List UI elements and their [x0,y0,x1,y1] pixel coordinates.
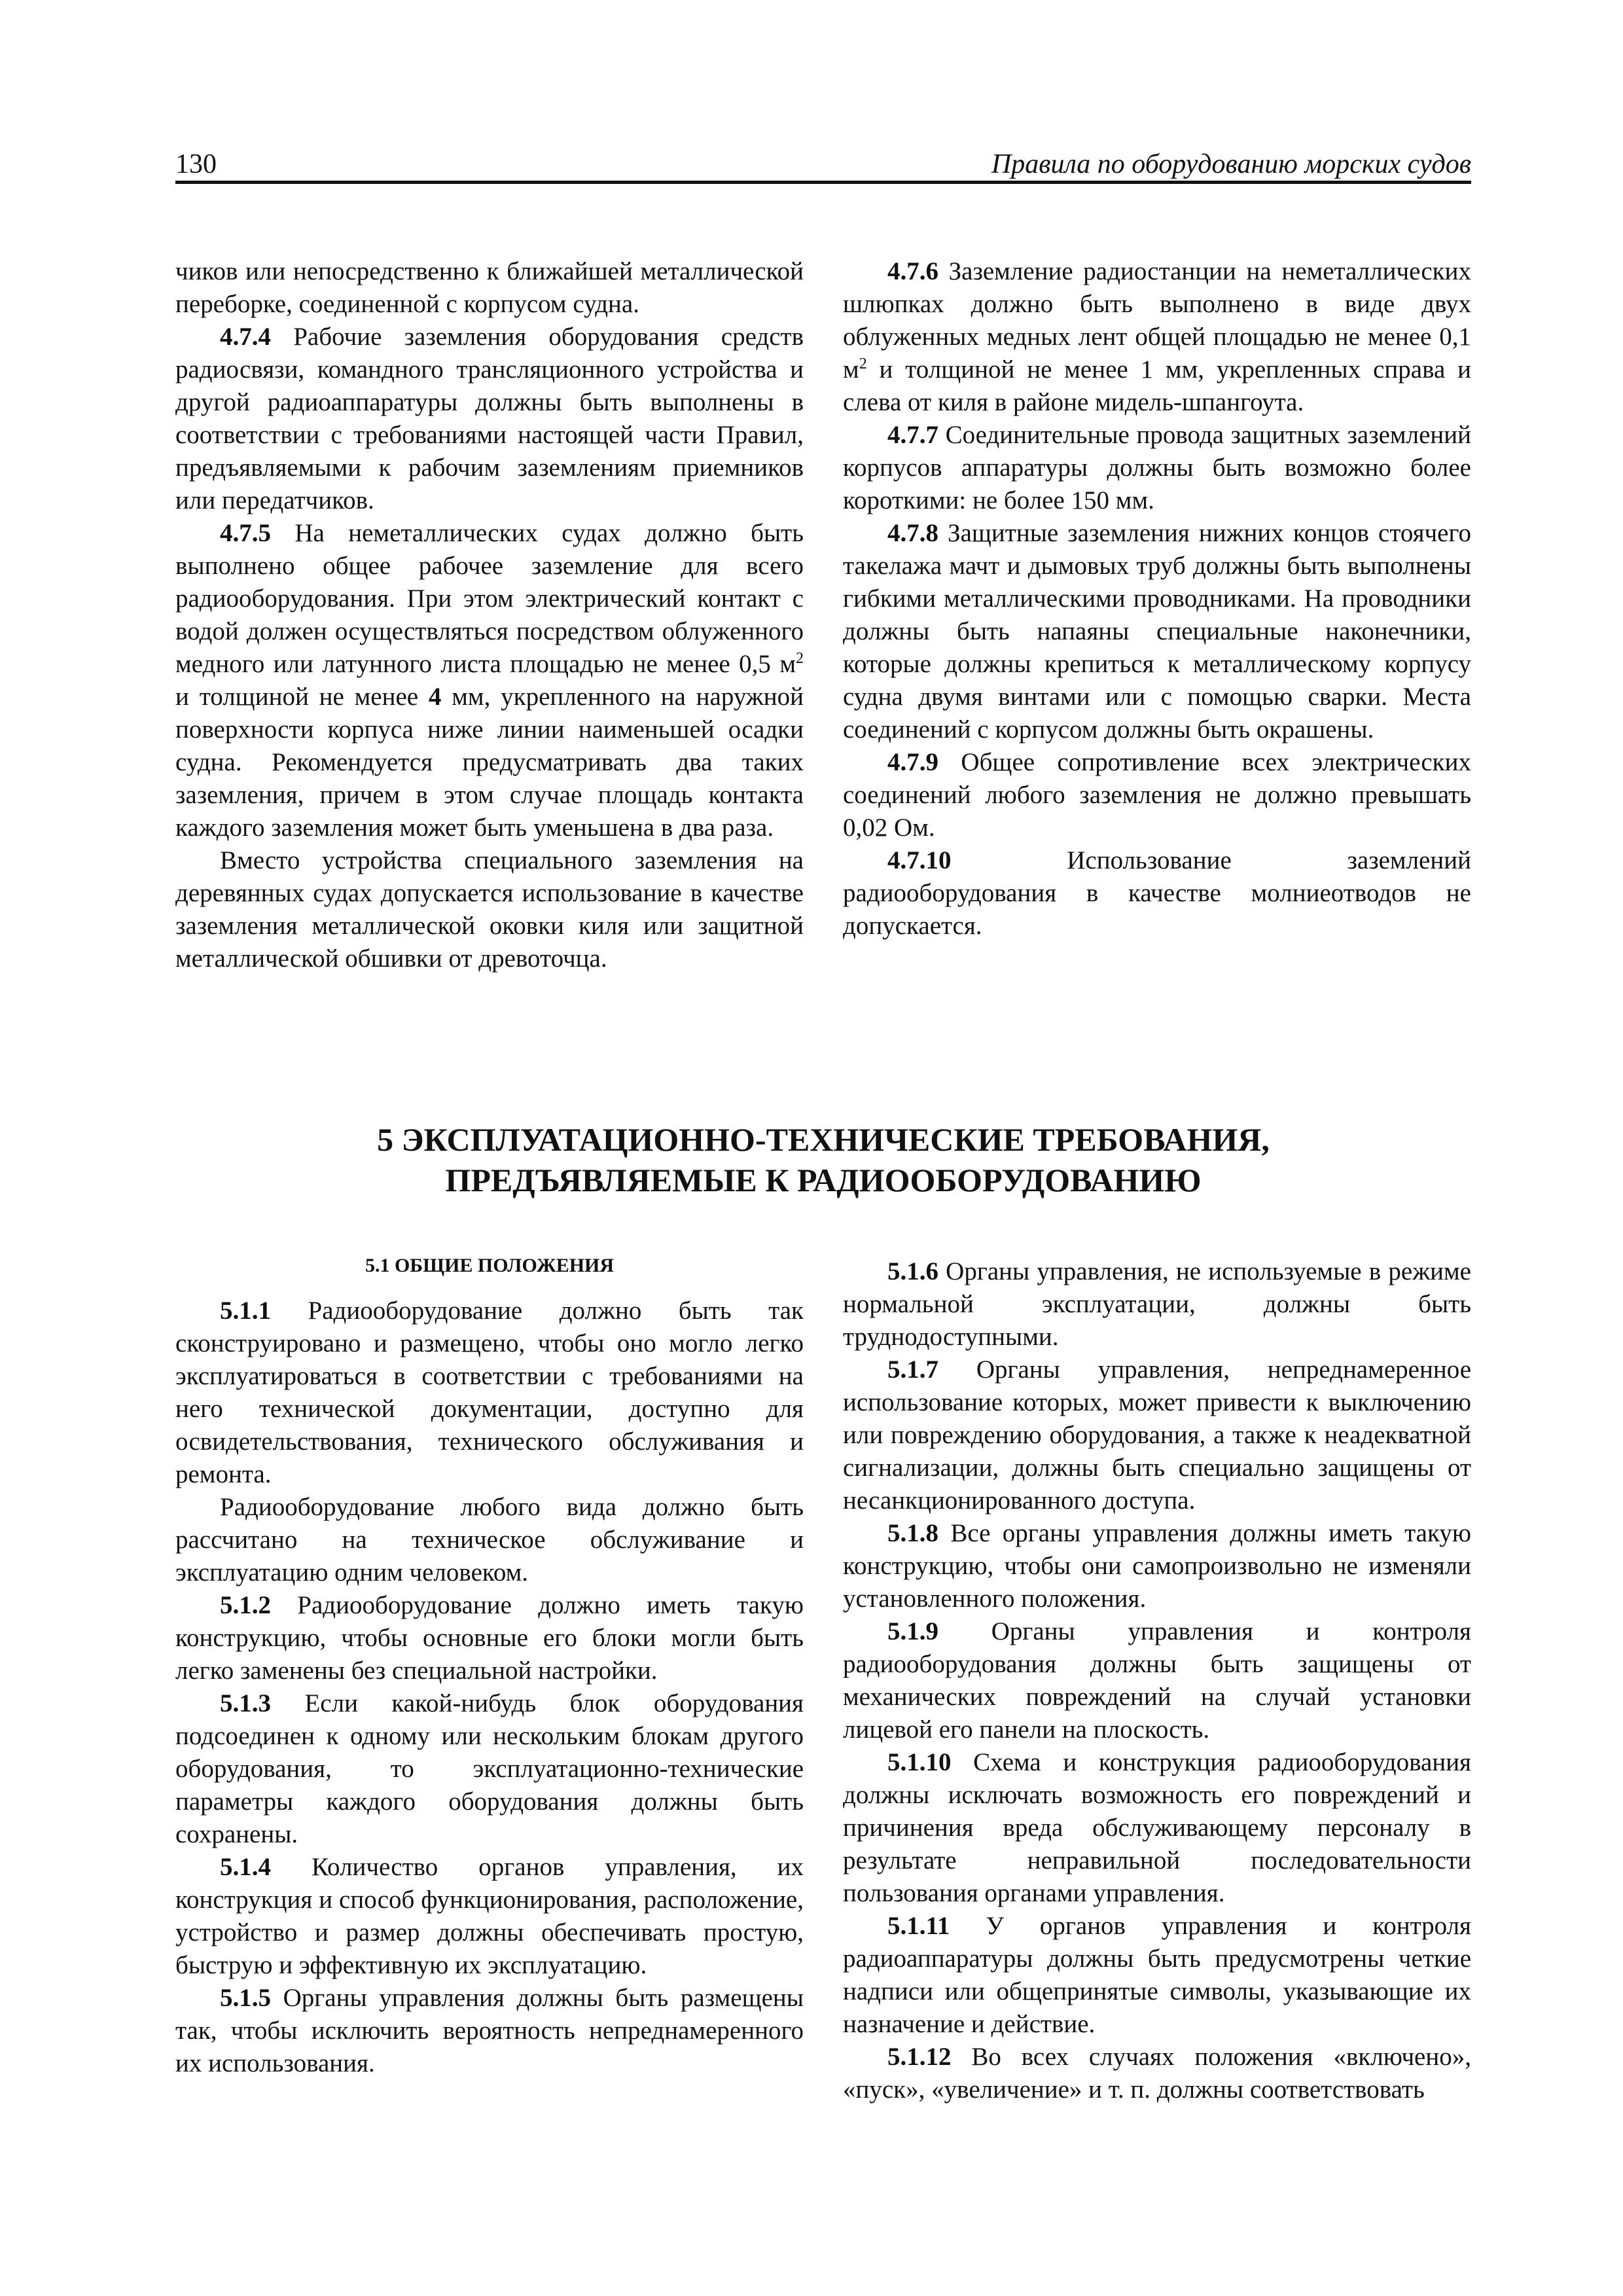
section-number: 4.7.5 [220,519,271,547]
paragraph-5-1-12 [843,2041,1471,2106]
paragraph-text: Все органы управления должны иметь такую конструкцию, чтобы они самопроизвольно не изменяли установленного положения. [843,1519,1471,1613]
paragraph-4-7-6 [843,255,1471,419]
section-number: 4.7.9 [887,748,938,776]
section-number: 5.1.5 [220,1984,271,2012]
bottom-right-column [843,1255,1471,2106]
paragraph-5-1-8 [843,1517,1471,1615]
bold-value: 4 [428,683,442,711]
paragraph-text: Схема и конструкция радиооборудования должны исключать возможность его повреждений и причинения вреда обслуживающему персоналу в результате неправильной последовательности пользования органами управления. [843,1748,1471,1907]
paragraph-5-1-7 [843,1354,1471,1517]
paragraph-4-7-8 [843,517,1471,746]
paragraph-text: Защитные заземления нижних концов стоячего такелажа мачт и дымовых труб должны быть выполнены гибкими металлическими проводниками. На проводники должны быть напаяны специальные наконечники, которые должны крепиться к металлическому корпусу судна двумя винтами или с помощью сварки. Места соединений с корпусом должны быть окрашены. [843,519,1471,744]
section-number: 4.7.7 [887,421,938,449]
paragraph-text: Рабочие заземления оборудования средств радиосвязи, командного трансляционного устройства и другой радиоаппаратуры должны быть выполнены в соответствии с требованиями настоящей части Правил, предъявляемыми к рабочим заземлениям приемников или передатчиков. [175,323,804,514]
paragraph-text: Радиооборудование должно быть так сконструировано и размещено, чтобы оно могло легко эксплуатироваться в соответствии с требованиями на него технической документации, доступно для освидетельствования, технического обслуживания и ремонта. [175,1297,804,1488]
section-number: 5.1.3 [220,1689,271,1717]
paragraph-text: У органов управления и контроля радиоаппаратуры должны быть предусмотрены четкие надписи или общепринятые символы, указывающие их назначение и действие. [843,1912,1471,2038]
paragraph-5-1-6 [843,1255,1471,1354]
section-number: 4.7.4 [220,323,271,351]
section-number: 4.7.6 [887,257,938,285]
paragraph-5-1-1-continued: Радиооборудование любого вида должно быть рассчитано на техническое обслуживание и эксплуатацию одним человеком. [175,1493,804,1587]
paragraph-4-7-10 [843,844,1471,942]
paragraph-5-1-11 [843,1910,1471,2041]
chapter-title-line-2: ПРЕДЪЯВЛЯЕМЫЕ К РАДИООБОРУДОВАНИЮ [445,1162,1202,1198]
subsection-title: 5.1 ОБЩИЕ ПОЛОЖЕНИЯ [365,1255,615,1276]
paragraph-4-7-5 [175,517,804,844]
paragraph-text: Органы управления должны быть размещены так, чтобы исключить вероятность непреднамеренного их использования. [175,1984,804,2077]
paragraph-continuation: чиков или непосредственно к ближайшей металлической переборке, соединенной с корпусом судна. [175,257,804,318]
section-number: 5.1.9 [887,1617,938,1645]
paragraph-text: На неметаллических судах должно быть выполнено общее рабочее заземление для всего радиооборудования. При этом электрический контакт с водой должен осуществляться посредством облуженного медного или латунного листа площадью не менее 0,5 м [175,519,804,678]
top-left-column [175,255,804,975]
paragraph-text: Общее сопротивление всех электрических соединений любого заземления не должно превышать 0,02 Ом. [843,748,1471,842]
running-title: Правила по оборудованию морских судов [991,149,1471,179]
paragraph-text: Радиооборудование должно иметь такую конструкцию, чтобы основные его блоки могли быть легко заменены без специальной настройки. [175,1591,804,1685]
paragraph-text: Во всех случаях положения «включено», «пуск», «увеличение» и т. п. должны соответствовать [843,2043,1471,2104]
paragraph-text: и толщиной не менее [175,683,429,711]
section-number: 5.1.1 [220,1297,271,1325]
paragraph-text: Заземление радиостанции на неметаллических шлюпках должно быть выполнено в виде двух облуженных медных лент общей площадью не менее 0,1 м [843,257,1471,384]
paragraph-text: Органы управления и контроля радиооборудования должны быть защищены от механических повреждений на случай установки лицевой его панели на плоскость. [843,1617,1471,1744]
paragraph-text: и толщиной не менее 1 мм, укрепленных справа и слева от киля в районе мидель-шпангоута. [843,355,1471,416]
section-number: 5.1.12 [887,2043,952,2071]
paragraph-4-7-9 [843,746,1471,844]
paragraph-5-1-5 [175,1982,804,2080]
paragraph-5-1-3 [175,1687,804,1851]
bottom-left-column [175,1295,804,2080]
section-number: 4.7.10 [887,846,952,874]
paragraph-4-7-4 [175,321,804,517]
section-number: 5.1.6 [887,1257,938,1285]
paragraph-text: Органы управления, непреднамеренное использование которых, может привести к выключению или повреждению оборудования, а также к неадекватной сигнализации, должны быть специально защищены от несанкционированного доступа. [843,1355,1471,1515]
paragraph-text: Использование заземлений радиооборудования в качестве молниеотводов не допускается. [843,846,1471,940]
chapter-title [175,1119,1471,1200]
paragraph-text: Органы управления, не используемые в режиме нормальной эксплуатации, должны быть труднодоступными. [843,1257,1471,1351]
section-number: 5.1.2 [220,1591,271,1619]
paragraph-text: мм, укрепленного на наружной поверхности корпуса ниже линии наименьшей осадки судна. Рекомендуется предусматривать два таких заземления, причем в этом случае площадь контакта каждого заземления может быть уменьшена в два раза. [175,683,804,842]
paragraph-text: Количество органов управления, их конструкция и способ функционирования, расположение, устройство и размер должны обеспечивать простую, быструю и эффективную их эксплуатацию. [175,1853,804,1979]
paragraph-5-1-10 [843,1746,1471,1910]
paragraph-5-1-1 [175,1295,804,1491]
top-right-column [843,255,1471,942]
paragraph-text: Если какой-нибудь блок оборудования подсоединен к одному или нескольким блокам другого оборудования, то эксплуатационно-технические параметры каждого оборудования должны быть сохранены. [175,1689,804,1848]
page-number: 130 [175,149,217,179]
paragraph-text: Соединительные провода защитных заземлений корпусов аппаратуры должны быть возможно более короткими: не более 150 мм. [843,421,1471,514]
paragraph-5-1-4 [175,1851,804,1982]
paragraph-4-7-7 [843,419,1471,517]
section-number: 5.1.11 [887,1912,950,1940]
page-header [175,148,1471,181]
paragraph-5-1-2 [175,1589,804,1687]
paragraph-wooden-vessels: Вместо устройства специального заземления на деревянных судах допускается использование в качестве заземления металлической оковки киля или защитной металлической обшивки от древоточца. [175,846,804,973]
superscript: 2 [796,650,804,667]
chapter-title-line-1: 5 ЭКСПЛУАТАЦИОННО-ТЕХНИЧЕСКИЕ ТРЕБОВАНИЯ, [377,1121,1270,1158]
header-rule [175,181,1471,184]
section-number: 5.1.8 [887,1519,938,1547]
paragraph-5-1-9 [843,1615,1471,1746]
section-number: 5.1.7 [887,1355,938,1384]
superscript: 2 [859,355,867,372]
section-number: 5.1.10 [887,1748,952,1776]
section-number: 5.1.4 [220,1853,271,1881]
section-number: 4.7.8 [887,519,938,547]
